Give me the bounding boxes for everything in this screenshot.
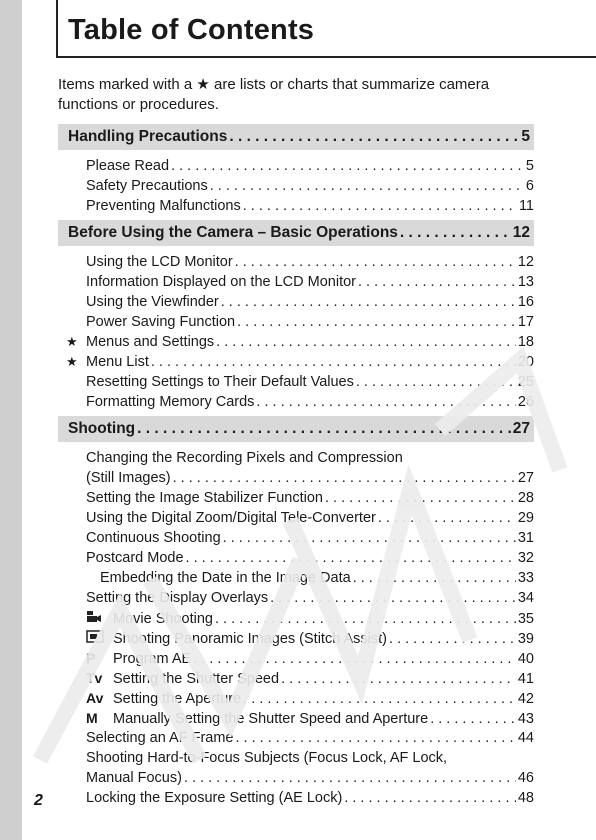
leader-dots [216, 332, 516, 352]
toc-entry-continued[interactable] [58, 768, 534, 788]
entry-label: Resetting Settings to Their Default Values [86, 374, 354, 390]
entry-label: Setting the Aperture [113, 691, 242, 707]
entry-label: Menus and Settings [86, 334, 215, 350]
toc-entry[interactable] [58, 668, 534, 688]
star-icon: ★ [66, 334, 78, 349]
entry-page: 41 [517, 671, 534, 687]
section-page: 27 [512, 420, 530, 437]
leader-dots [378, 508, 516, 528]
entry-label: Postcard Mode [86, 550, 184, 566]
leader-dots [237, 312, 516, 332]
entry-page: 29 [517, 510, 534, 526]
toc-entry[interactable] [58, 352, 534, 372]
mode-icon: Av [86, 690, 104, 706]
toc-entry[interactable] [58, 176, 534, 196]
toc-entry[interactable] [58, 272, 534, 292]
mode-icon: Tv [86, 670, 103, 686]
mode-icon: P [86, 650, 96, 666]
leader-dots [243, 196, 517, 216]
leader-dots [186, 548, 516, 568]
entry-label: Using the LCD Monitor [86, 254, 233, 270]
entry-label: Movie Shooting [113, 611, 213, 627]
page-number: 2 [34, 792, 43, 809]
leader-dots [173, 468, 516, 488]
entry-label: Formatting Memory Cards [86, 394, 255, 410]
leader-dots [430, 709, 516, 729]
leader-dots [229, 124, 519, 150]
leader-dots [236, 728, 516, 748]
toc-entry[interactable] [58, 332, 534, 352]
leader-dots [270, 588, 516, 608]
toc-entry[interactable] [58, 312, 534, 332]
entry-label: Safety Precautions [86, 178, 208, 194]
leader-dots [151, 352, 516, 372]
toc-entry[interactable] [58, 508, 534, 528]
entry-page: 46 [517, 770, 534, 786]
toc-entry[interactable] [58, 196, 534, 216]
leader-dots [358, 272, 516, 292]
entry-page: 28 [517, 490, 534, 506]
entry-page: 6 [525, 178, 534, 194]
entry-page: 40 [517, 651, 534, 667]
entry-label: Using the Digital Zoom/Digital Tele-Converter [86, 510, 376, 526]
toc-entry[interactable] [58, 708, 534, 728]
section-title: Shooting [68, 420, 136, 437]
entry-label: Using the Viewfinder [86, 294, 219, 310]
leader-dots [356, 372, 516, 392]
section-title: Before Using the Camera – Basic Operations [68, 224, 398, 241]
toc-entry[interactable] [58, 688, 534, 708]
toc-entry[interactable] [58, 292, 534, 312]
leader-dots [171, 156, 524, 176]
entry-label: Continuous Shooting [86, 530, 221, 546]
toc-entry[interactable] [58, 728, 534, 748]
leader-dots [256, 392, 515, 412]
entry-label-continued: (Still Images) [86, 470, 171, 486]
entry-page: 43 [517, 711, 534, 727]
entry-page: 25 [517, 374, 534, 390]
entry-page: 13 [517, 274, 534, 290]
entry-label: Menu List [86, 354, 149, 370]
entry-page: 39 [517, 631, 534, 647]
toc-entry[interactable] [58, 568, 534, 588]
entry-label: Preventing Malfunctions [86, 198, 241, 214]
entry-page: 5 [525, 158, 534, 174]
toc-entry[interactable] [58, 628, 534, 648]
entry-label: Manually Setting the Shutter Speed and Aperture [113, 711, 429, 727]
leader-dots [137, 416, 511, 442]
entry-page: 26 [517, 394, 534, 410]
toc-entry[interactable] [58, 528, 534, 548]
toc-entry[interactable] [58, 788, 534, 808]
toc-entry[interactable] [58, 488, 534, 508]
toc-entry[interactable] [58, 392, 534, 412]
movie-icon [86, 608, 108, 628]
entry-label-continued: Manual Focus) [86, 770, 182, 786]
leader-dots [215, 609, 516, 629]
toc-entry[interactable] [58, 372, 534, 392]
entry-page: 44 [517, 730, 534, 746]
entry-page: 42 [517, 691, 534, 707]
entry-page: 33 [517, 570, 534, 586]
star-icon: ★ [196, 76, 210, 93]
section-page: 5 [521, 128, 530, 145]
entry-label: Shooting Panoramic Images (Stitch Assist) [113, 631, 388, 647]
entry-page: 12 [517, 254, 534, 270]
entry-label: Selecting an AF Frame [86, 730, 234, 746]
toc-list [58, 120, 534, 808]
section-page: 12 [512, 224, 530, 241]
leader-dots [353, 568, 516, 588]
star-icon: ★ [66, 354, 78, 369]
panorama-icon [86, 628, 108, 648]
entry-label: Locking the Exposure Setting (AE Lock) [86, 790, 343, 806]
leader-dots [193, 649, 516, 669]
entry-page: 27 [517, 470, 534, 486]
entry-label: Setting the Display Overlays [86, 590, 269, 606]
toc-entry[interactable] [58, 156, 534, 176]
entry-label: Please Read [86, 158, 170, 174]
leader-dots [210, 176, 524, 196]
section-heading[interactable] [58, 124, 534, 150]
entry-label: Shooting Hard-to-Focus Subjects (Focus Lock, AF Lock, [86, 750, 448, 766]
side-strip [0, 0, 22, 840]
mode-icon: M [86, 710, 98, 726]
toc-entry[interactable] [58, 548, 534, 568]
toc-entry[interactable] [58, 648, 534, 668]
entry-page: 32 [517, 550, 534, 566]
toc-entry-continued[interactable] [58, 468, 534, 488]
page-title: Table of Contents [68, 14, 315, 46]
entry-label: Information Displayed on the LCD Monitor [86, 274, 356, 290]
toc-entry[interactable] [58, 748, 534, 768]
entry-page: 17 [517, 314, 534, 330]
intro-text [58, 75, 538, 115]
entry-page: 34 [517, 590, 534, 606]
toc-entry[interactable] [58, 588, 534, 608]
entry-page: 31 [517, 530, 534, 546]
leader-dots [243, 689, 516, 709]
toc-entry[interactable] [58, 608, 534, 628]
entry-page: 11 [518, 198, 534, 214]
section-title: Handling Precautions [68, 128, 228, 145]
leader-dots [400, 220, 511, 246]
leader-dots [221, 292, 516, 312]
entry-label: Setting the Image Stabilizer Function [86, 490, 323, 506]
leader-dots [389, 629, 516, 649]
entry-page: 20 [517, 354, 534, 370]
entry-page: 48 [517, 790, 534, 806]
entry-label: Embedding the Date in the Image Data [100, 570, 351, 586]
section-heading[interactable] [58, 220, 534, 246]
toc-entry[interactable] [58, 448, 534, 468]
entry-page: 35 [517, 611, 534, 627]
section-heading[interactable] [58, 416, 534, 442]
title-box [56, 0, 596, 58]
entry-label: Setting the Shutter Speed [113, 671, 280, 687]
intro-before: Items marked with a [58, 76, 197, 93]
leader-dots [344, 788, 516, 808]
leader-dots [223, 528, 516, 548]
entry-label: Program AE [113, 651, 192, 667]
toc-entry[interactable] [58, 252, 534, 272]
entry-page: 18 [517, 334, 534, 350]
entry-page: 16 [517, 294, 534, 310]
leader-dots [325, 488, 516, 508]
entry-label: Changing the Recording Pixels and Compression [86, 450, 403, 466]
leader-dots [281, 669, 516, 689]
intro-after: are lists or charts that summarize camera functions or procedures. [58, 76, 490, 113]
leader-dots [235, 252, 516, 272]
entry-label: Power Saving Function [86, 314, 236, 330]
leader-dots [184, 768, 516, 788]
